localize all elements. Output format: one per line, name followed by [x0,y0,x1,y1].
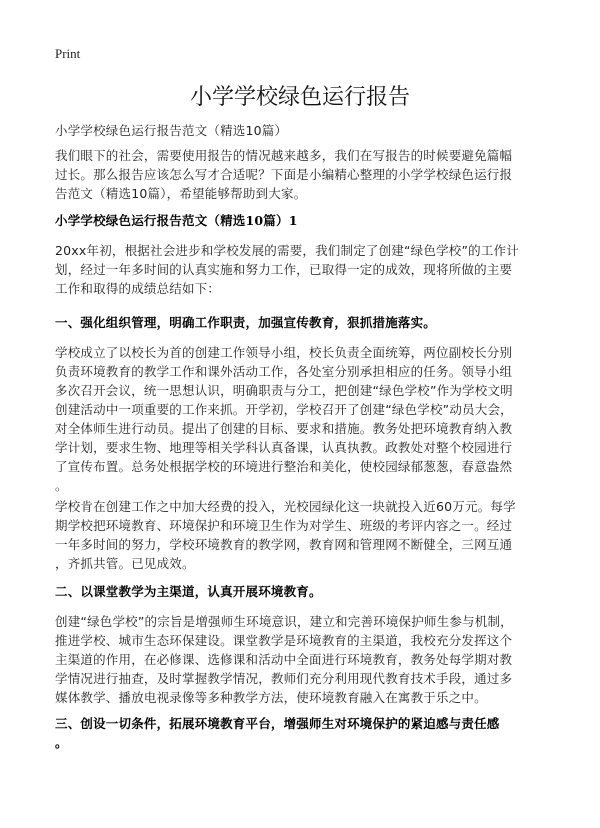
paragraph-4 [55,612,545,707]
print-link[interactable]: Print [55,46,81,61]
line: 对全体师生进行动员。提出了创建的目标、要求和措施。教务处把环境教育纳入教 [55,421,513,436]
line: 期学校把环境教育、环境保护和环境卫生作为对学生、班级的考评内容之一。经过 [55,518,513,533]
line: 告范文（精选10篇），希望能够帮助到大家。 [55,186,307,201]
section-title-text: 小学学校绿色运行报告范文（精选10篇）1 [55,213,298,228]
paragraph-1 [55,241,545,298]
line: 学校成立了以校长为首的创建工作领导小组，校长负责全面统筹，两位副校长分别 [55,345,513,360]
line: 多次召开会议，统一思想认识，明确职责与分工，把创建“绿色学校”作为学校文明 [55,383,513,398]
line: 工作和取得的成绩总结如下： [55,281,221,296]
line: ，齐抓共管。已见成效。 [55,556,195,571]
heading-2 [55,582,545,601]
line: 。 [55,478,68,493]
line: 主渠道的作用，在必修课、选修课和活动中全面进行环境教育，教务处每学期对教 [55,652,513,667]
line: 三、创设一切条件，拓展环境教育平台，增强师生对环境保护的紧迫感与责任感 [55,716,500,731]
heading-1-text: 一、强化组织管理，明确工作职责，加强宣传教育，狠抓措施落实。 [55,315,437,330]
line: 学计划，要求生物、地理等相关学科认真备课，认真执教。政教处对整个校园进行 [55,440,513,455]
heading-1 [55,313,545,332]
line: 学校肯在创建工作之中加大经费的投入，光校园绿化这一块就投入近60万元。每学 [55,499,516,514]
page-title: 小学学校绿色运行报告 [189,85,410,110]
line: 创建活动中一项重要的工作来抓。开学初，学校召开了创建“绿色学校”动员大会， [55,402,513,417]
line: 推进学校、城市生态环保建设。课堂教学是环境教育的主渠道，我校充分发挥这个 [55,633,513,648]
line: 创建“绿色学校”的宗旨是增强师生环境意识，建立和完善环境保护师生参与机制， [55,614,513,629]
subtitle [55,121,545,140]
line: 一年多时间的努力，学校环境教育的教学网，教育网和管理网不断健全，三网互通 [55,537,513,552]
line: 划，经过一年多时间的认真实施和努力工作，已取得一定的成效，现将所做的主要 [55,262,513,277]
heading-2-text: 二、以课堂教学为主渠道，认真开展环境教育。 [55,584,322,599]
line: 负责环境教育的教学工作和课外活动工作，各处室分别承担相应的任务。领导小组 [55,364,513,379]
line: 学情况进行抽查，及时掌握教学情况，教师们充分利用现代教育技术手段，通过多 [55,671,513,686]
subtitle-text: 小学学校绿色运行报告范文（精选10篇） [55,123,288,138]
intro-paragraph [55,146,545,203]
line: 了宣传布置。总务处根据学校的环境进行整治和美化，使校园绿郁葱葱，春意盎然 [55,459,513,474]
line: 20xx年初，根据社会进步和学校发展的需要，我们制定了创建“绿色学校”的工作计 [55,243,519,258]
line: 过长。那么报告应该怎么写才合适呢？下面是小编精心整理的小学学校绿色运行报 [55,167,513,182]
heading-3 [55,714,545,752]
section-title [55,211,545,230]
line: 媒体教学、播放电视录像等多种教学方法，使环境教育融入在寓教于乐之中。 [55,690,487,705]
line: 。 [55,735,68,750]
paragraph-3 [55,497,545,573]
line: 我们眼下的社会，需要使用报告的情况越来越多，我们在写报告的时候要避免篇幅 [55,148,513,163]
paragraph-2 [55,343,545,495]
